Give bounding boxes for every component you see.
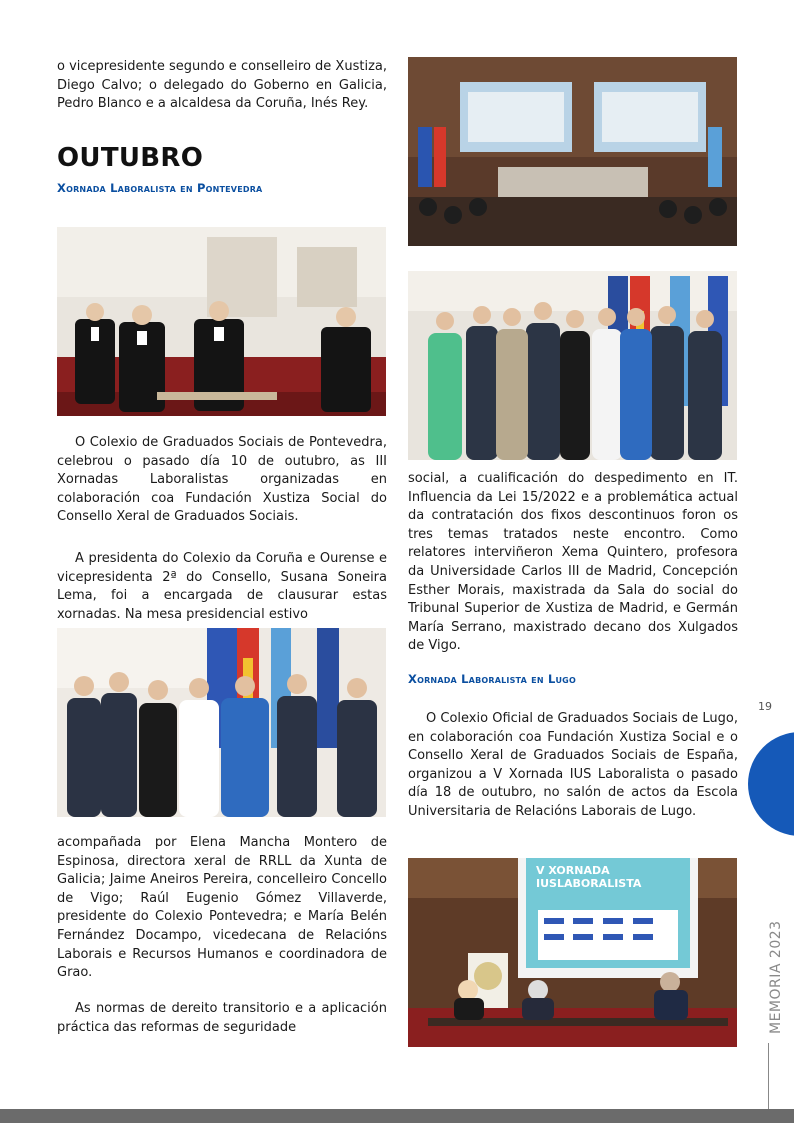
- side-label-memoria: MEMORIA 2023: [768, 920, 784, 1034]
- paragraph3-block: [57, 834, 387, 983]
- paragraph-pontevedra-1: O Colexio de Graduados Sociais de Pontevedra, celebrou o pasado día 10 de outubro, as III Xornadas Laboralistas organizadas en colaboración coa Fundación Xustiza Social do Consello Xeral de Graduados Sociais.: [57, 435, 387, 525]
- month-title: OUTUBRO: [57, 143, 204, 173]
- photo-group-standing: [408, 271, 737, 460]
- page-number: 19: [758, 700, 772, 713]
- lugo-poster-title: V XORNADA IUSLABORALISTA: [536, 864, 642, 890]
- paragraph2-block: [57, 550, 387, 624]
- paragraph6-block: [408, 710, 738, 822]
- paragraph1-block: [57, 434, 387, 527]
- side-divider-line: [768, 1043, 769, 1109]
- photo-auditorium: [408, 57, 737, 246]
- footer-bar: [0, 1109, 794, 1123]
- section-title-lugo: Xornada Laboralista en Lugo: [408, 672, 576, 686]
- paragraph5-block: [408, 470, 738, 656]
- intro-paragraph-block: [57, 58, 387, 114]
- photo-lugo-conference: [408, 858, 737, 1047]
- intro-paragraph: o vicepresidente segundo e conselleiro de Xustiza, Diego Calvo; o delegado do Goberno en Galicia, Pedro Blanco e a alcaldesa da Coruña, Inés Rey.: [57, 59, 387, 112]
- paragraph-pontevedra-3: acompañada por Elena Mancha Montero de Espinosa, directora xeral de RRLL da Xunta de Galicia; Jaime Aneiros Pereira, concelleiro Concello de Vigo; Raúl Eugenio Gómez Villaverde, presidente do Colexio Pontevedra; e María Belén Fernández Docampo, vicedecana de Relacións Laborais e Recursos Humanos e coordinadora de Grao.: [57, 835, 387, 981]
- paragraph-pontevedra-5: social, a cualificación do despedimento en IT. Influencia da Lei 15/2022 e a problemática actual da contratación dos fixos descontinuos foron os tres temas tratados neste encontro. Como relatores interviñeron Xema Quintero, profesora da Universidade Carlos III de Madrid, Concepción Esther Morais, maxistrada da Sala do social do Tribunal Superior de Xustiza de Madrid, e Germán María Serrano, maxistrado decano dos Xulgados de Vigo.: [408, 471, 738, 654]
- paragraph-pontevedra-4: As normas de dereito transitorio e a aplicación práctica das reformas de seguridade: [57, 1001, 387, 1035]
- section-title-pontevedra: Xornada Laboralista en Pontevedra: [57, 181, 263, 195]
- photo-pontevedra-ceremony: [57, 227, 386, 416]
- paragraph-lugo: O Colexio Oficial de Graduados Sociais de Lugo, en colaboración coa Fundación Xustiza Social e o Consello Xeral de Graduados Sociais de España, organizou a V Xornada IUS Laboralista o pasado día 18 de outubro, no salón de actos da Escola Universitaria de Relacións Laborais de Lugo.: [408, 711, 738, 819]
- decorative-blue-circle: [748, 732, 794, 836]
- photo-pontevedra-group: [57, 628, 386, 817]
- paragraph-pontevedra-2: A presidenta do Colexio da Coruña e Ourense e vicepresidenta 2ª do Consello, Susana Soneira Lema, foi a encargada de clausurar estas xornadas. Na mesa presidencial estivo: [57, 551, 387, 622]
- paragraph4-block: [57, 1000, 387, 1037]
